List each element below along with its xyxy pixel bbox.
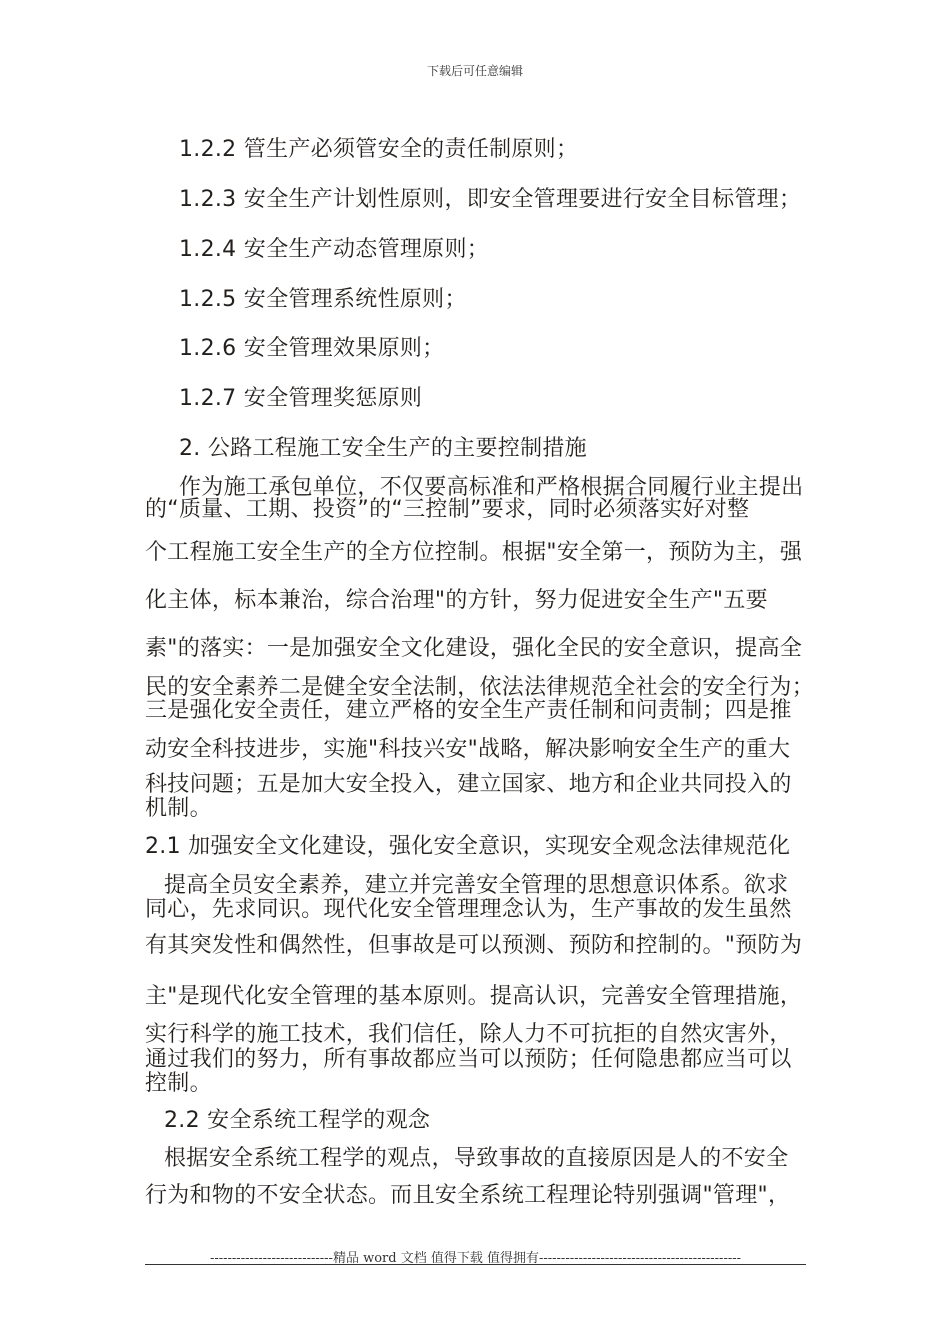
text-line: 科技问题；五是加大安全投入，建立国家、地方和企业共同投入的	[145, 772, 792, 797]
text-line: 有其突发性和偶然性，但事故是可以预测、预防和控制的。"预防为	[145, 933, 803, 958]
footer-divider	[145, 1264, 806, 1265]
text-line: 实行科学的施工技术，我们信任，除人力不可抗拒的自然灾害外，	[145, 1022, 792, 1047]
text-line: 1.2.2 管生产必须管安全的责任制原则；	[179, 137, 579, 162]
text-line: 动安全科技进步，实施"科技兴安"战略，解决影响安全生产的重大	[145, 737, 791, 762]
text-line: 的“质量、工期、投资”的“三控制”要求，同时必须落实好对整	[145, 497, 750, 522]
text-line: 1.2.7 安全管理奖惩原则	[179, 386, 423, 411]
text-line: 1.2.3 安全生产计划性原则，即安全管理要进行安全目标管理；	[179, 187, 802, 212]
text-line: 机制。	[145, 796, 212, 821]
text-line: 通过我们的努力，所有事故都应当可以预防；任何隐患都应当可以	[145, 1047, 792, 1072]
section-heading: 2.2 安全系统工程学的观念	[164, 1108, 431, 1133]
text-line: 提高全员安全素养，建立并完善安全管理的思想意识体系。欲求	[164, 873, 789, 898]
text-line: 1.2.6 安全管理效果原则；	[179, 336, 445, 361]
text-line: 1.2.5 安全管理系统性原则；	[179, 287, 467, 312]
text-line: 行为和物的不安全状态。而且安全系统工程理论特别强调"管理"，	[145, 1183, 791, 1208]
text-line: 个工程施工安全生产的全方位控制。根据"安全第一，预防为主，强	[145, 540, 803, 565]
text-line: 主"是现代化安全管理的基本原则。提高认识，完善安全管理措施，	[145, 984, 803, 1009]
text-line: 民的安全素养二是健全安全法制，依法法律规范全社会的安全行为；	[145, 675, 815, 700]
text-line: 控制。	[145, 1071, 212, 1096]
text-line: 1.2.4 安全生产动态管理原则；	[179, 237, 490, 262]
text-line: 三是强化安全责任，建立严格的安全生产责任制和问责制；四是推	[145, 698, 792, 723]
page-header: 下载后可任意编辑	[426, 64, 523, 78]
text-line: 素"的落实：一是加强安全文化建设，强化全民的安全意识，提高全	[145, 636, 803, 661]
section-heading: 2. 公路工程施工安全生产的主要控制措施	[179, 436, 587, 461]
text-line: 根据安全系统工程学的观点，导致事故的直接原因是人的不安全	[164, 1146, 789, 1171]
section-heading: 2.1 加强安全文化建设，强化安全意识，实现安全观念法律规范化	[145, 834, 791, 859]
text-line: 作为施工承包单位，不仅要高标准和严格根据合同履行业主提出	[179, 475, 804, 500]
page-footer: ----------------------------精品 word 文档 值得下载 值得拥有----------------------------------------------	[209, 1251, 742, 1266]
text-line: 同心，先求同识。现代化安全管理理念认为，生产事故的发生虽然	[145, 897, 792, 922]
text-line: 化主体，标本兼治，综合治理"的方针，努力促进安全生产"五要	[145, 588, 768, 613]
